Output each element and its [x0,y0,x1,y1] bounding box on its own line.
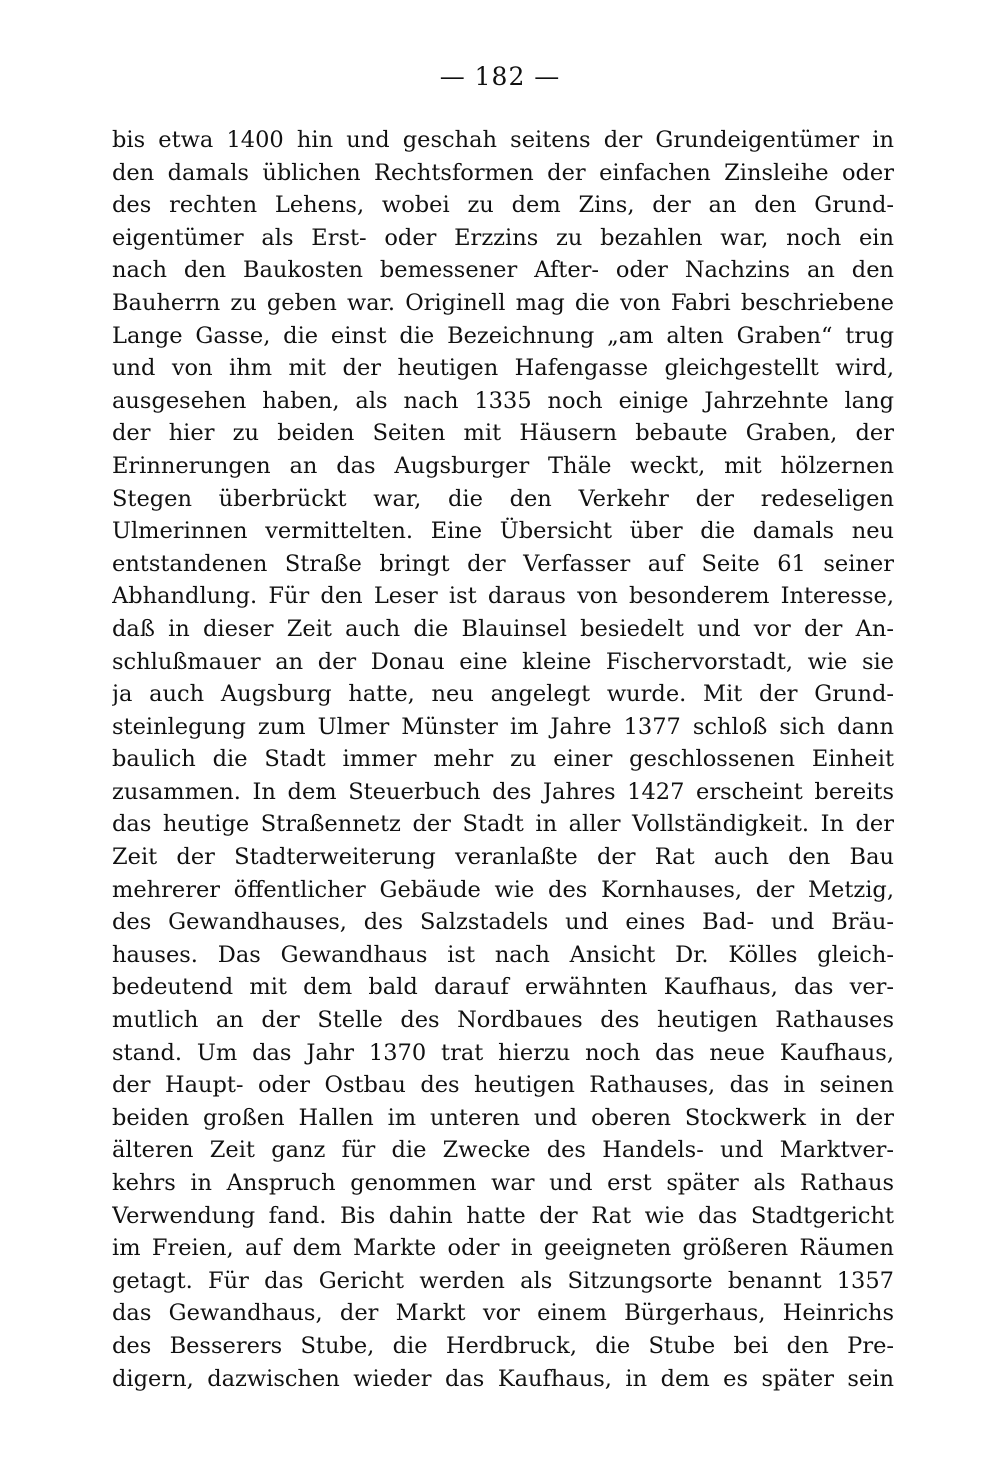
text-line: mutlich an der Stelle des Nordbaues des heutigen Rathauses [112,1007,894,1034]
text-line: Zeit der Stadterweiterung veranlaßte der Rat auch den Bau [112,844,894,871]
text-line: des rechten Lehens, wobei zu dem Zins, der an den Grund- [112,192,894,219]
text-line: im Freien, auf dem Markte oder in geeigneten größeren Räumen [112,1235,894,1262]
text-line: Ulmerinnen vermittelten. Eine Übersicht über die damals neu [112,518,894,545]
text-line: bedeutend mit dem bald darauf erwähnten Kaufhaus, das ver- [112,974,894,1001]
text-line: des Besserers Stube, die Herdbruck, die Stube bei den Pre- [112,1332,894,1359]
text-line: mehrerer öffentlicher Gebäude wie des Kornhauses, der Metzig, [112,876,894,903]
text-line: steinlegung zum Ulmer Münster im Jahre 1377 schloß sich dann [112,713,894,740]
text-line: ja auch Augsburg hatte, neu angelegt wurde. Mit der Grund- [112,681,894,708]
text-line: digern, dazwischen wieder das Kaufhaus, in dem es später sein [112,1365,894,1392]
page-number-header: — 182 — [439,62,561,91]
text-line: Bauherrn zu geben war. Originell mag die von Fabri beschriebene [112,289,894,316]
text-line: und von ihm mit der heutigen Hafengasse gleichgestellt wird, [112,355,894,382]
text-line: Verwendung fand. Bis dahin hatte der Rat wie das Stadtgericht [112,1202,894,1229]
text-line: hauses. Das Gewandhaus ist nach Ansicht Dr. Kölles gleich- [112,941,894,968]
text-line: schlußmauer an der Donau eine kleine Fischervorstadt, wie sie [112,648,894,675]
text-line: eigentümer als Erst- oder Erzzins zu bezahlen war, noch ein [112,224,894,251]
text-line: beiden großen Hallen im unteren und oberen Stockwerk in der [112,1104,894,1131]
text-line: den damals üblichen Rechtsformen der einfachen Zinsleihe oder [112,159,894,186]
text-line: entstandenen Straße bringt der Verfasser auf Seite 61 seiner [112,550,894,577]
text-line: der Haupt- oder Ostbau des heutigen Rathauses, das in seinen [112,1072,894,1099]
text-line: daß in dieser Zeit auch die Blauinsel besiedelt und vor der An- [112,615,894,642]
text-line: getagt. Für das Gericht werden als Sitzungsorte benannt 1357 [112,1267,894,1294]
text-line: Lange Gasse, die einst die Bezeichnung „am alten Graben“ trug [112,322,894,349]
text-line: des Gewandhauses, des Salzstadels und eines Bad- und Bräu- [112,909,894,936]
text-line: ausgesehen haben, als nach 1335 noch einige Jahrzehnte lang [112,387,894,414]
text-line: nach den Baukosten bemessener After- oder Nachzins an den [112,257,894,284]
text-line: Abhandlung. Für den Leser ist daraus von besonderem Interesse, [112,583,894,610]
text-line: das Gewandhaus, der Markt vor einem Bürgerhaus, Heinrichs [112,1300,894,1327]
text-line: der hier zu beiden Seiten mit Häusern bebaute Graben, der [112,420,894,447]
text-line: Erinnerungen an das Augsburger Thäle weckt, mit hölzernen [112,452,894,479]
text-line: Stegen überbrückt war, die den Verkehr der redeseligen [112,485,894,512]
text-line: baulich die Stadt immer mehr zu einer geschlossenen Einheit [112,746,894,773]
body-text [112,124,894,1395]
text-line: stand. Um das Jahr 1370 trat hierzu noch das neue Kaufhaus, [112,1039,894,1066]
text-line: zusammen. In dem Steuerbuch des Jahres 1427 erscheint bereits [112,778,894,805]
text-line: das heutige Straßennetz der Stadt in aller Vollständigkeit. In der [112,811,894,838]
text-line: älteren Zeit ganz für die Zwecke des Handels- und Marktver- [112,1137,894,1164]
text-line: kehrs in Anspruch genommen war und erst später als Rathaus [112,1170,894,1196]
text-line: bis etwa 1400 hin und geschah seitens der Grundeigentümer in [112,127,894,153]
